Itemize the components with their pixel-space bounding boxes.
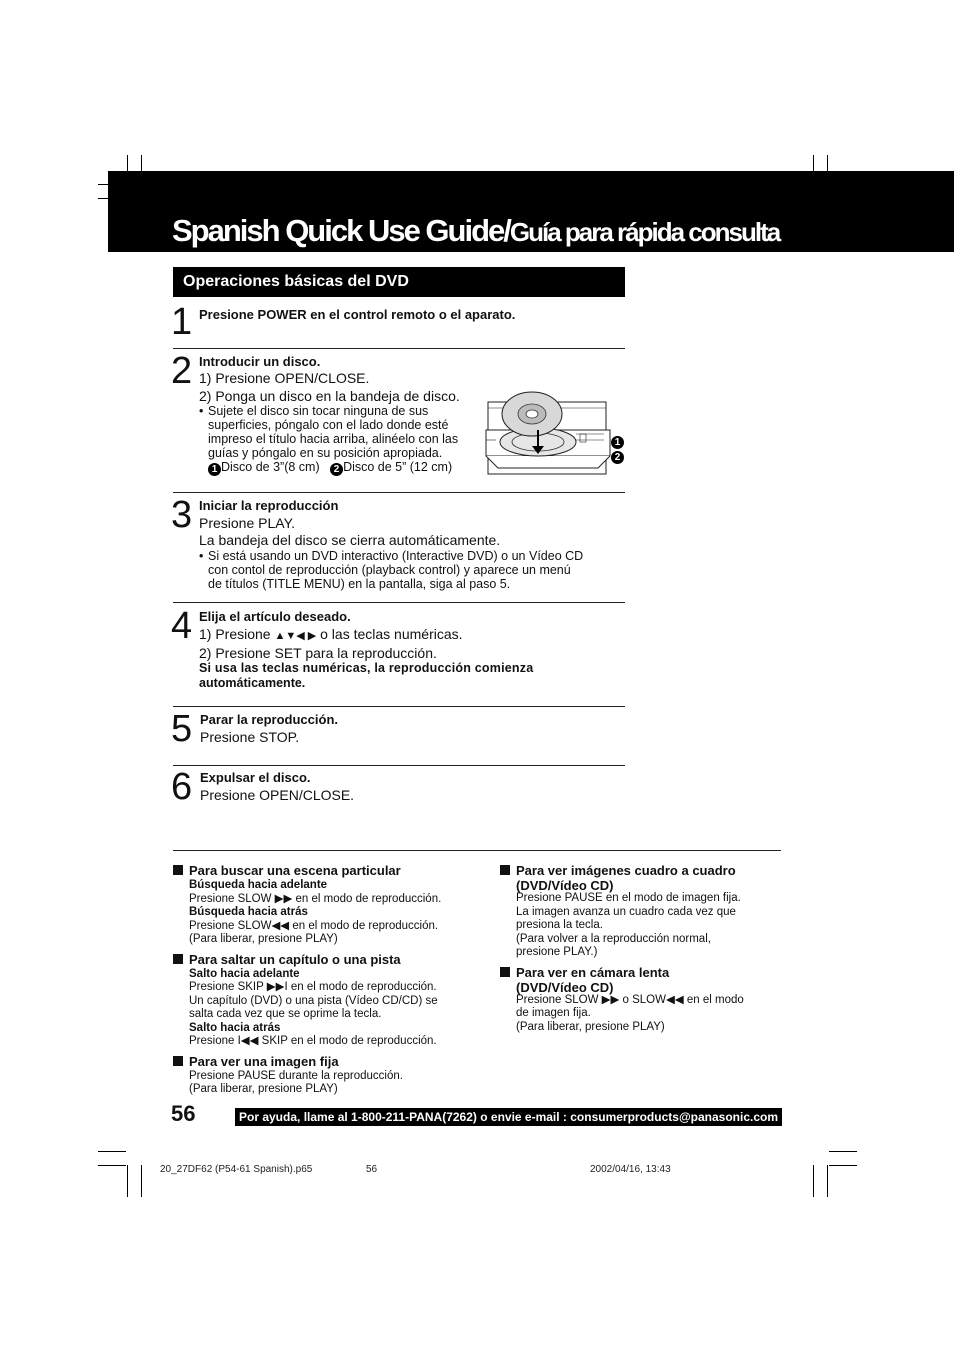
step-bullet: • Sujete el disco sin tocar ninguna de sus superficies, póngalo con el lado donde esté impreso el título hacia arriba, alinéelo con las guías y póngalo en su posición apropiada. 1 Disco de 3”(8 cm) 2 Disco de 5” (12 cm)	[199, 404, 489, 476]
crop-mark	[829, 1165, 857, 1166]
tip-subheading: Salto hacia atrás	[189, 1021, 281, 1034]
crop-mark	[827, 1165, 828, 1197]
step-line: Presione PLAY.	[199, 515, 295, 531]
help-footer: Por ayuda, llame al 1-800-211-PANA(7262) o envie e-mail : consumerproducts@panasonic.com	[235, 1108, 782, 1126]
tip-line: de imagen fija.	[516, 1007, 591, 1019]
tip-line: Presione SLOW◀◀ en el modo de reproducción.	[189, 919, 439, 932]
tip-title-text: (DVD/Vídeo CD)	[516, 878, 614, 893]
step-line: 2) Ponga un disco en la bandeja de disco.	[199, 388, 460, 404]
step-note: Si usa las teclas numéricas, la reproducción comienza	[199, 661, 534, 675]
step-line: 2) Presione SET para la reproducción.	[199, 645, 437, 661]
step-heading: Expulsar el disco.	[200, 770, 311, 785]
bullet-text: guías y póngalo en su posición apropiada.	[208, 446, 443, 460]
square-bullet-icon	[173, 1056, 183, 1066]
meta-page: 56	[366, 1164, 378, 1175]
divider	[173, 706, 625, 707]
bullet-text: de títulos (TITLE MENU) en la pantalla, siga al paso 5.	[208, 577, 511, 591]
tip-line: Presione SLOW ▶▶ en el modo de reproducción.	[189, 892, 442, 905]
tip-title-text: Para ver una imagen fija	[189, 1053, 339, 1069]
tip-line: (Para volver a la reproducción normal,	[516, 932, 711, 945]
step-line: La bandeja del disco se cierra automáticamente.	[199, 532, 501, 548]
step-number: 3	[171, 494, 193, 536]
step-bullet: • Si está usando un DVD interactivo (Interactive DVD) o un Vídeo CD con contol de reproducción (playback control) y aparece un menú de títulos (TITLE MENU) en la pantalla, siga al paso 5.	[199, 549, 619, 591]
header-banner	[108, 171, 954, 252]
step-line: Presione OPEN/CLOSE.	[200, 787, 355, 803]
divider	[173, 492, 625, 493]
step-number: 2	[171, 350, 193, 392]
step-heading: Elija el artículo deseado.	[199, 609, 351, 624]
crop-mark	[141, 1165, 142, 1197]
tip-title-text: (DVD/Vídeo CD)	[516, 979, 614, 995]
tip-title	[173, 951, 493, 968]
section-title: Operaciones básicas del DVD	[173, 267, 625, 297]
crop-mark	[813, 1165, 814, 1197]
step-note: automáticamente.	[199, 676, 306, 690]
tip-line: Presione SLOW ▶▶ o SLOW◀◀ en el modo	[516, 993, 744, 1006]
tip-title	[500, 862, 785, 879]
tip-line: (Para liberar, presione PLAY)	[516, 1020, 665, 1033]
tip-subheading: Salto hacia adelante	[189, 967, 300, 980]
page-number: 56	[171, 1101, 196, 1126]
title-sub: Guía para rápida consulta	[509, 217, 780, 247]
square-bullet-icon	[500, 967, 510, 977]
divider	[173, 765, 625, 766]
marker-1: 1	[611, 436, 624, 449]
tip-line: (Para liberar, presione PLAY)	[189, 1083, 338, 1095]
tip-line: salta cada vez que se oprime la tecla.	[189, 1008, 382, 1020]
step-line-text: o las teclas numéricas.	[316, 626, 463, 642]
tip-subheading: Búsqueda hacia atrás	[189, 906, 308, 918]
crop-mark	[98, 1151, 126, 1152]
meta-date: 2002/04/16, 13:43	[590, 1164, 671, 1175]
marker-2: 2	[611, 451, 624, 464]
crop-mark	[829, 1151, 857, 1152]
bullet-text: con contol de reproducción (playback control) y aparece un menú	[208, 563, 571, 577]
disc-size-1: Disco de 3”(8 cm)	[221, 460, 320, 474]
tip-title-text: Para buscar una escena particular	[189, 863, 401, 878]
divider	[173, 850, 781, 851]
tips-left-column	[173, 862, 493, 1097]
marker-2: 2	[330, 463, 343, 476]
tip-title-text: Para saltar un capítulo o una pista	[189, 951, 401, 967]
crop-mark	[98, 1165, 126, 1166]
square-bullet-icon	[500, 865, 510, 875]
step-line: Presione STOP.	[200, 729, 300, 745]
tip-line: La imagen avanza un cuadro cada vez que	[516, 905, 736, 918]
tip-line: Presione I◀◀ SKIP en el modo de reproducción.	[189, 1035, 437, 1047]
step-heading: Iniciar la reproducción	[199, 498, 339, 513]
tips-right-column	[500, 862, 785, 1034]
page-title	[172, 215, 779, 246]
tip-title-text: Para ver imágenes cuadro a cuadro	[516, 863, 736, 878]
bullet-text: impreso el título hacia arriba, alinéelo con las	[208, 432, 459, 446]
tip-line: Presione PAUSE en el modo de imagen fija.	[516, 892, 741, 904]
step-heading: Presione POWER en el control remoto o el aparato.	[199, 307, 516, 322]
tip-line: Un capítulo (DVD) o una pista (Vídeo CD/CD) se	[189, 994, 438, 1007]
tip-line: presione PLAY.)	[516, 946, 598, 958]
tip-title-text: Para ver en cámara lenta	[516, 964, 670, 980]
step-line	[199, 626, 463, 645]
tip-line: presiona la tecla.	[516, 919, 603, 931]
step-number: 5	[171, 708, 193, 750]
bullet-text: superficies, póngalo con el lado donde esté	[208, 418, 449, 432]
square-bullet-icon	[173, 954, 183, 964]
step-line-text: 1) Presione	[199, 626, 275, 642]
file-name: 20_27DF62 (P54-61 Spanish).p65	[160, 1164, 313, 1175]
square-bullet-icon	[173, 865, 183, 875]
marker-1: 1	[208, 463, 221, 476]
crop-mark	[127, 1165, 128, 1197]
divider	[173, 602, 625, 603]
tip-title	[173, 862, 493, 879]
tip-title	[500, 964, 785, 981]
tip-title	[173, 1053, 493, 1070]
title-main: Spanish Quick Use Guide/	[172, 213, 510, 248]
arrow-keys-icon: ▲▼◀ ▶	[274, 630, 317, 642]
divider	[173, 348, 625, 349]
step-heading: Parar la reproducción.	[200, 712, 338, 727]
disc-tray-illustration	[480, 390, 620, 480]
disc-size-2: Disco de 5” (12 cm)	[343, 460, 453, 474]
bullet-text: Si está usando un DVD interactivo (Interactive DVD) o un Vídeo CD	[208, 549, 584, 563]
step-number: 4	[171, 605, 193, 647]
bullet-text: Sujete el disco sin tocar ninguna de sus	[208, 404, 429, 418]
tip-line: Presione SKIP ▶▶I en el modo de reproducción.	[189, 981, 437, 993]
tip-subheading: Búsqueda hacia adelante	[189, 879, 328, 891]
step-number: 6	[171, 766, 193, 808]
step-line: 1) Presione OPEN/CLOSE.	[199, 370, 370, 386]
tip-line: Presione PAUSE durante la reproducción.	[189, 1069, 403, 1082]
step-number: 1	[171, 301, 193, 343]
step-heading: Introducir un disco.	[199, 354, 321, 369]
tip-line: (Para liberar, presione PLAY)	[189, 933, 338, 945]
